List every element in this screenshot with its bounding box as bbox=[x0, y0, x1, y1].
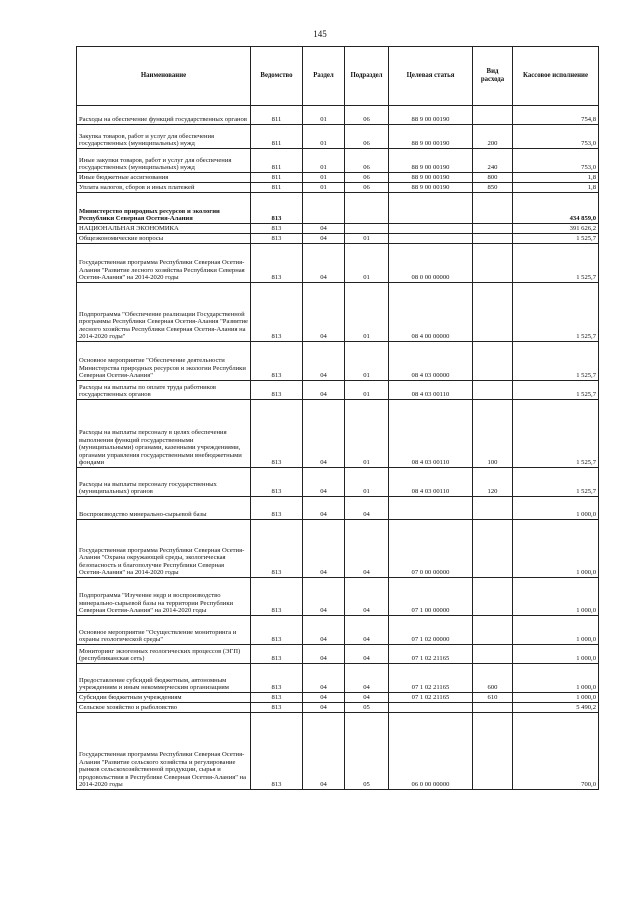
row-expense-type: 100 bbox=[473, 400, 513, 468]
row-target-article: 07 1 02 21165 bbox=[389, 664, 473, 693]
row-target-article: 08 4 03 00000 bbox=[389, 342, 473, 381]
row-section: 01 bbox=[303, 125, 345, 149]
row-section: 04 bbox=[303, 381, 345, 400]
row-expense-type: 200 bbox=[473, 125, 513, 149]
row-department: 813 bbox=[251, 497, 303, 520]
row-target-article bbox=[389, 703, 473, 713]
row-expense-type bbox=[473, 616, 513, 645]
row-subsection: 04 bbox=[345, 497, 389, 520]
row-subsection: 01 bbox=[345, 400, 389, 468]
row-target-article: 88 9 00 00190 bbox=[389, 125, 473, 149]
table-row bbox=[77, 342, 599, 381]
row-name: Иные бюджетные ассигнования bbox=[77, 173, 251, 183]
table-row bbox=[77, 193, 599, 224]
row-department: 813 bbox=[251, 283, 303, 342]
row-cash-execution: 1 525,7 bbox=[513, 283, 599, 342]
row-subsection: 05 bbox=[345, 713, 389, 790]
row-name: Расходы на выплаты персоналу государственных (муниципальных) органов bbox=[77, 468, 251, 497]
row-section: 04 bbox=[303, 520, 345, 578]
row-department: 813 bbox=[251, 616, 303, 645]
row-expense-type bbox=[473, 645, 513, 664]
row-expense-type bbox=[473, 520, 513, 578]
row-section: 01 bbox=[303, 106, 345, 125]
row-name: Общеэкономические вопросы bbox=[77, 234, 251, 244]
row-cash-execution: 753,0 bbox=[513, 149, 599, 173]
row-section: 04 bbox=[303, 468, 345, 497]
table-row bbox=[77, 381, 599, 400]
table-row bbox=[77, 645, 599, 664]
row-department: 811 bbox=[251, 173, 303, 183]
row-name: Закупка товаров, работ и услуг для обеспечения государственных (муниципальных) нужд bbox=[77, 125, 251, 149]
row-department: 813 bbox=[251, 234, 303, 244]
row-name: Государственная программа Республики Северная Осетия-Алания "Охрана окружающей среды, экологическая безопасность и благополучие Республики Северная Осетия-Алания" на 2014-2020 годы bbox=[77, 520, 251, 578]
col-header-subsection: Подраздел bbox=[345, 47, 389, 106]
row-subsection: 04 bbox=[345, 693, 389, 703]
row-subsection: 01 bbox=[345, 342, 389, 381]
row-department: 811 bbox=[251, 125, 303, 149]
row-name: Расходы на выплаты по оплате труда работников государственных органов bbox=[77, 381, 251, 400]
row-cash-execution: 700,0 bbox=[513, 713, 599, 790]
row-name: Подпрограмма "Обеспечение реализации Государственной программы Республики Северная Осетия-Алания "Развитие лесного хозяйства Республики Северная Осетия-Алания на 2014-2020 годы" bbox=[77, 283, 251, 342]
row-expense-type bbox=[473, 381, 513, 400]
col-header-section: Раздел bbox=[303, 47, 345, 106]
row-subsection: 01 bbox=[345, 468, 389, 497]
row-cash-execution: 5 490,2 bbox=[513, 703, 599, 713]
row-subsection: 04 bbox=[345, 578, 389, 616]
row-target-article: 07 1 02 21165 bbox=[389, 645, 473, 664]
row-section: 04 bbox=[303, 244, 345, 283]
table-row bbox=[77, 664, 599, 693]
row-cash-execution: 1 525,7 bbox=[513, 244, 599, 283]
row-target-article: 88 9 00 00190 bbox=[389, 173, 473, 183]
row-expense-type: 240 bbox=[473, 149, 513, 173]
row-target-article: 08 4 03 00110 bbox=[389, 468, 473, 497]
row-target-article: 08 0 00 00000 bbox=[389, 244, 473, 283]
table-row bbox=[77, 125, 599, 149]
row-subsection: 04 bbox=[345, 645, 389, 664]
row-cash-execution: 1 525,7 bbox=[513, 342, 599, 381]
table-row bbox=[77, 703, 599, 713]
col-header-department: Ведомство bbox=[251, 47, 303, 106]
row-name: НАЦИОНАЛЬНАЯ ЭКОНОМИКА bbox=[77, 224, 251, 234]
row-department: 813 bbox=[251, 342, 303, 381]
row-department: 813 bbox=[251, 193, 303, 224]
table-row bbox=[77, 234, 599, 244]
row-cash-execution: 753,0 bbox=[513, 125, 599, 149]
row-name: Основное мероприятие "Обеспечение деятельности Министерства природных ресурсов и экологии Республики Северная Осетия-Алания" bbox=[77, 342, 251, 381]
row-cash-execution: 1 525,7 bbox=[513, 400, 599, 468]
table-row bbox=[77, 183, 599, 193]
row-target-article: 88 9 00 00190 bbox=[389, 149, 473, 173]
row-expense-type: 850 bbox=[473, 183, 513, 193]
row-name: Мониторинг экзогенных геологических процессов (ЭГП) (республиканская сеть) bbox=[77, 645, 251, 664]
row-subsection: 04 bbox=[345, 520, 389, 578]
row-cash-execution: 391 626,2 bbox=[513, 224, 599, 234]
table-row bbox=[77, 713, 599, 790]
row-cash-execution: 1 000,0 bbox=[513, 664, 599, 693]
col-header-name: Наименование bbox=[77, 47, 251, 106]
row-section: 04 bbox=[303, 234, 345, 244]
row-subsection: 06 bbox=[345, 106, 389, 125]
row-subsection: 01 bbox=[345, 381, 389, 400]
row-target-article bbox=[389, 497, 473, 520]
col-header-cash-execution: Кассовое исполнение bbox=[513, 47, 599, 106]
row-target-article: 07 1 00 00000 bbox=[389, 578, 473, 616]
row-cash-execution: 754,8 bbox=[513, 106, 599, 125]
row-target-article: 88 9 00 00190 bbox=[389, 183, 473, 193]
table-row bbox=[77, 400, 599, 468]
row-section: 04 bbox=[303, 664, 345, 693]
row-section bbox=[303, 193, 345, 224]
row-cash-execution: 1 525,7 bbox=[513, 468, 599, 497]
row-name: Воспроизводство минерально-сырьевой базы bbox=[77, 497, 251, 520]
row-section: 04 bbox=[303, 283, 345, 342]
table-row bbox=[77, 224, 599, 234]
row-target-article: 06 0 00 00000 bbox=[389, 713, 473, 790]
row-department: 813 bbox=[251, 703, 303, 713]
row-section: 04 bbox=[303, 578, 345, 616]
row-name: Подпрограмма "Изучение недр и воспроизводство минерально-сырьевой базы на территории Республики Северная Осетия-Алания" на 2014-2020 годы bbox=[77, 578, 251, 616]
row-section: 04 bbox=[303, 645, 345, 664]
row-name: Основное мероприятие "Осуществление мониторинга и охраны геологической среды" bbox=[77, 616, 251, 645]
row-cash-execution: 1,8 bbox=[513, 173, 599, 183]
row-name: Уплата налогов, сборов и иных платежей bbox=[77, 183, 251, 193]
row-section: 04 bbox=[303, 400, 345, 468]
row-subsection: 06 bbox=[345, 183, 389, 193]
row-expense-type bbox=[473, 193, 513, 224]
table-row bbox=[77, 616, 599, 645]
row-name: Сельское хозяйство и рыболовство bbox=[77, 703, 251, 713]
row-target-article: 07 0 00 00000 bbox=[389, 520, 473, 578]
row-section: 01 bbox=[303, 149, 345, 173]
row-department: 813 bbox=[251, 400, 303, 468]
row-expense-type bbox=[473, 283, 513, 342]
table-row bbox=[77, 244, 599, 283]
row-subsection: 06 bbox=[345, 125, 389, 149]
row-expense-type bbox=[473, 224, 513, 234]
row-department: 813 bbox=[251, 713, 303, 790]
row-section: 01 bbox=[303, 173, 345, 183]
row-department: 813 bbox=[251, 224, 303, 234]
row-department: 813 bbox=[251, 244, 303, 283]
row-department: 813 bbox=[251, 693, 303, 703]
row-expense-type: 120 bbox=[473, 468, 513, 497]
table-header-row bbox=[77, 47, 599, 106]
row-expense-type bbox=[473, 713, 513, 790]
row-department: 813 bbox=[251, 381, 303, 400]
row-target-article: 88 9 00 00190 bbox=[389, 106, 473, 125]
row-subsection: 04 bbox=[345, 616, 389, 645]
row-expense-type bbox=[473, 234, 513, 244]
row-target-article: 08 4 03 00110 bbox=[389, 400, 473, 468]
row-cash-execution: 1 000,0 bbox=[513, 578, 599, 616]
row-expense-type bbox=[473, 244, 513, 283]
row-target-article bbox=[389, 234, 473, 244]
row-target-article: 07 1 02 00000 bbox=[389, 616, 473, 645]
table-row bbox=[77, 520, 599, 578]
row-subsection: 06 bbox=[345, 173, 389, 183]
row-cash-execution: 1 000,0 bbox=[513, 520, 599, 578]
table-row bbox=[77, 693, 599, 703]
table-row bbox=[77, 578, 599, 616]
row-target-article: 08 4 03 00110 bbox=[389, 381, 473, 400]
row-name: Иные закупки товаров, работ и услуг для обеспечения государственных (муниципальных) нужд bbox=[77, 149, 251, 173]
row-cash-execution: 434 859,0 bbox=[513, 193, 599, 224]
row-cash-execution: 1,8 bbox=[513, 183, 599, 193]
row-subsection: 01 bbox=[345, 244, 389, 283]
table-row bbox=[77, 468, 599, 497]
row-expense-type bbox=[473, 106, 513, 125]
page-number: 145 bbox=[313, 29, 327, 39]
row-expense-type: 610 bbox=[473, 693, 513, 703]
row-section: 04 bbox=[303, 703, 345, 713]
row-name: Субсидии бюджетным учреждениям bbox=[77, 693, 251, 703]
col-header-expense-type: Вид расхода bbox=[473, 47, 513, 106]
row-expense-type bbox=[473, 578, 513, 616]
row-target-article bbox=[389, 224, 473, 234]
row-subsection: 06 bbox=[345, 149, 389, 173]
row-department: 811 bbox=[251, 106, 303, 125]
row-subsection bbox=[345, 193, 389, 224]
row-cash-execution: 1 525,7 bbox=[513, 234, 599, 244]
row-expense-type: 800 bbox=[473, 173, 513, 183]
row-department: 811 bbox=[251, 183, 303, 193]
row-department: 813 bbox=[251, 664, 303, 693]
row-name: Предоставление субсидий бюджетным, автономным учреждениям и иным некоммерческим организациям bbox=[77, 664, 251, 693]
row-target-article: 08 4 00 00000 bbox=[389, 283, 473, 342]
row-subsection: 01 bbox=[345, 283, 389, 342]
table-row bbox=[77, 173, 599, 183]
row-expense-type bbox=[473, 703, 513, 713]
row-expense-type bbox=[473, 342, 513, 381]
row-section: 04 bbox=[303, 497, 345, 520]
row-subsection: 04 bbox=[345, 664, 389, 693]
table-row bbox=[77, 149, 599, 173]
row-cash-execution: 1 000,0 bbox=[513, 645, 599, 664]
row-name: Государственная программа Республики Северная Осетия-Алания "Развитие сельского хозяйства и регулирование рынков сельскохозяйственной продукции, сырья и продовольствия в Республике Северная Осетия-Алания" на 2014-2020 годы bbox=[77, 713, 251, 790]
row-department: 811 bbox=[251, 149, 303, 173]
row-department: 813 bbox=[251, 645, 303, 664]
row-subsection: 01 bbox=[345, 234, 389, 244]
row-target-article: 07 1 02 21165 bbox=[389, 693, 473, 703]
row-section: 04 bbox=[303, 713, 345, 790]
row-section: 04 bbox=[303, 224, 345, 234]
col-header-target-article: Целевая статья bbox=[389, 47, 473, 106]
row-subsection: 05 bbox=[345, 703, 389, 713]
row-department: 813 bbox=[251, 578, 303, 616]
row-department: 813 bbox=[251, 520, 303, 578]
table-row bbox=[77, 106, 599, 125]
row-expense-type bbox=[473, 497, 513, 520]
row-section: 04 bbox=[303, 693, 345, 703]
row-cash-execution: 1 525,7 bbox=[513, 381, 599, 400]
row-name: Государственная программа Республики Северная Осетия-Алания "Развитие лесного хозяйства Республики Северная Осетия-Алания" на 2014-2020 годы bbox=[77, 244, 251, 283]
row-subsection bbox=[345, 224, 389, 234]
row-department: 813 bbox=[251, 468, 303, 497]
row-section: 01 bbox=[303, 183, 345, 193]
row-expense-type: 600 bbox=[473, 664, 513, 693]
row-section: 04 bbox=[303, 342, 345, 381]
row-cash-execution: 1 000,0 bbox=[513, 497, 599, 520]
table-row bbox=[77, 283, 599, 342]
row-cash-execution: 1 000,0 bbox=[513, 616, 599, 645]
row-section: 04 bbox=[303, 616, 345, 645]
row-name: Расходы на выплаты персоналу в целях обеспечения выполнения функций государственными (муниципальными) органами, казенными учреждениями, органами управления государственными внебюджетными фондами bbox=[77, 400, 251, 468]
row-name: Расходы на обеспечение функций государственных органов bbox=[77, 106, 251, 125]
row-target-article bbox=[389, 193, 473, 224]
table-row bbox=[77, 497, 599, 520]
row-cash-execution: 1 000,0 bbox=[513, 693, 599, 703]
row-name: Министерство природных ресурсов и экологии Республики Северная Осетия-Алания bbox=[77, 193, 251, 224]
budget-execution-table bbox=[76, 46, 599, 790]
